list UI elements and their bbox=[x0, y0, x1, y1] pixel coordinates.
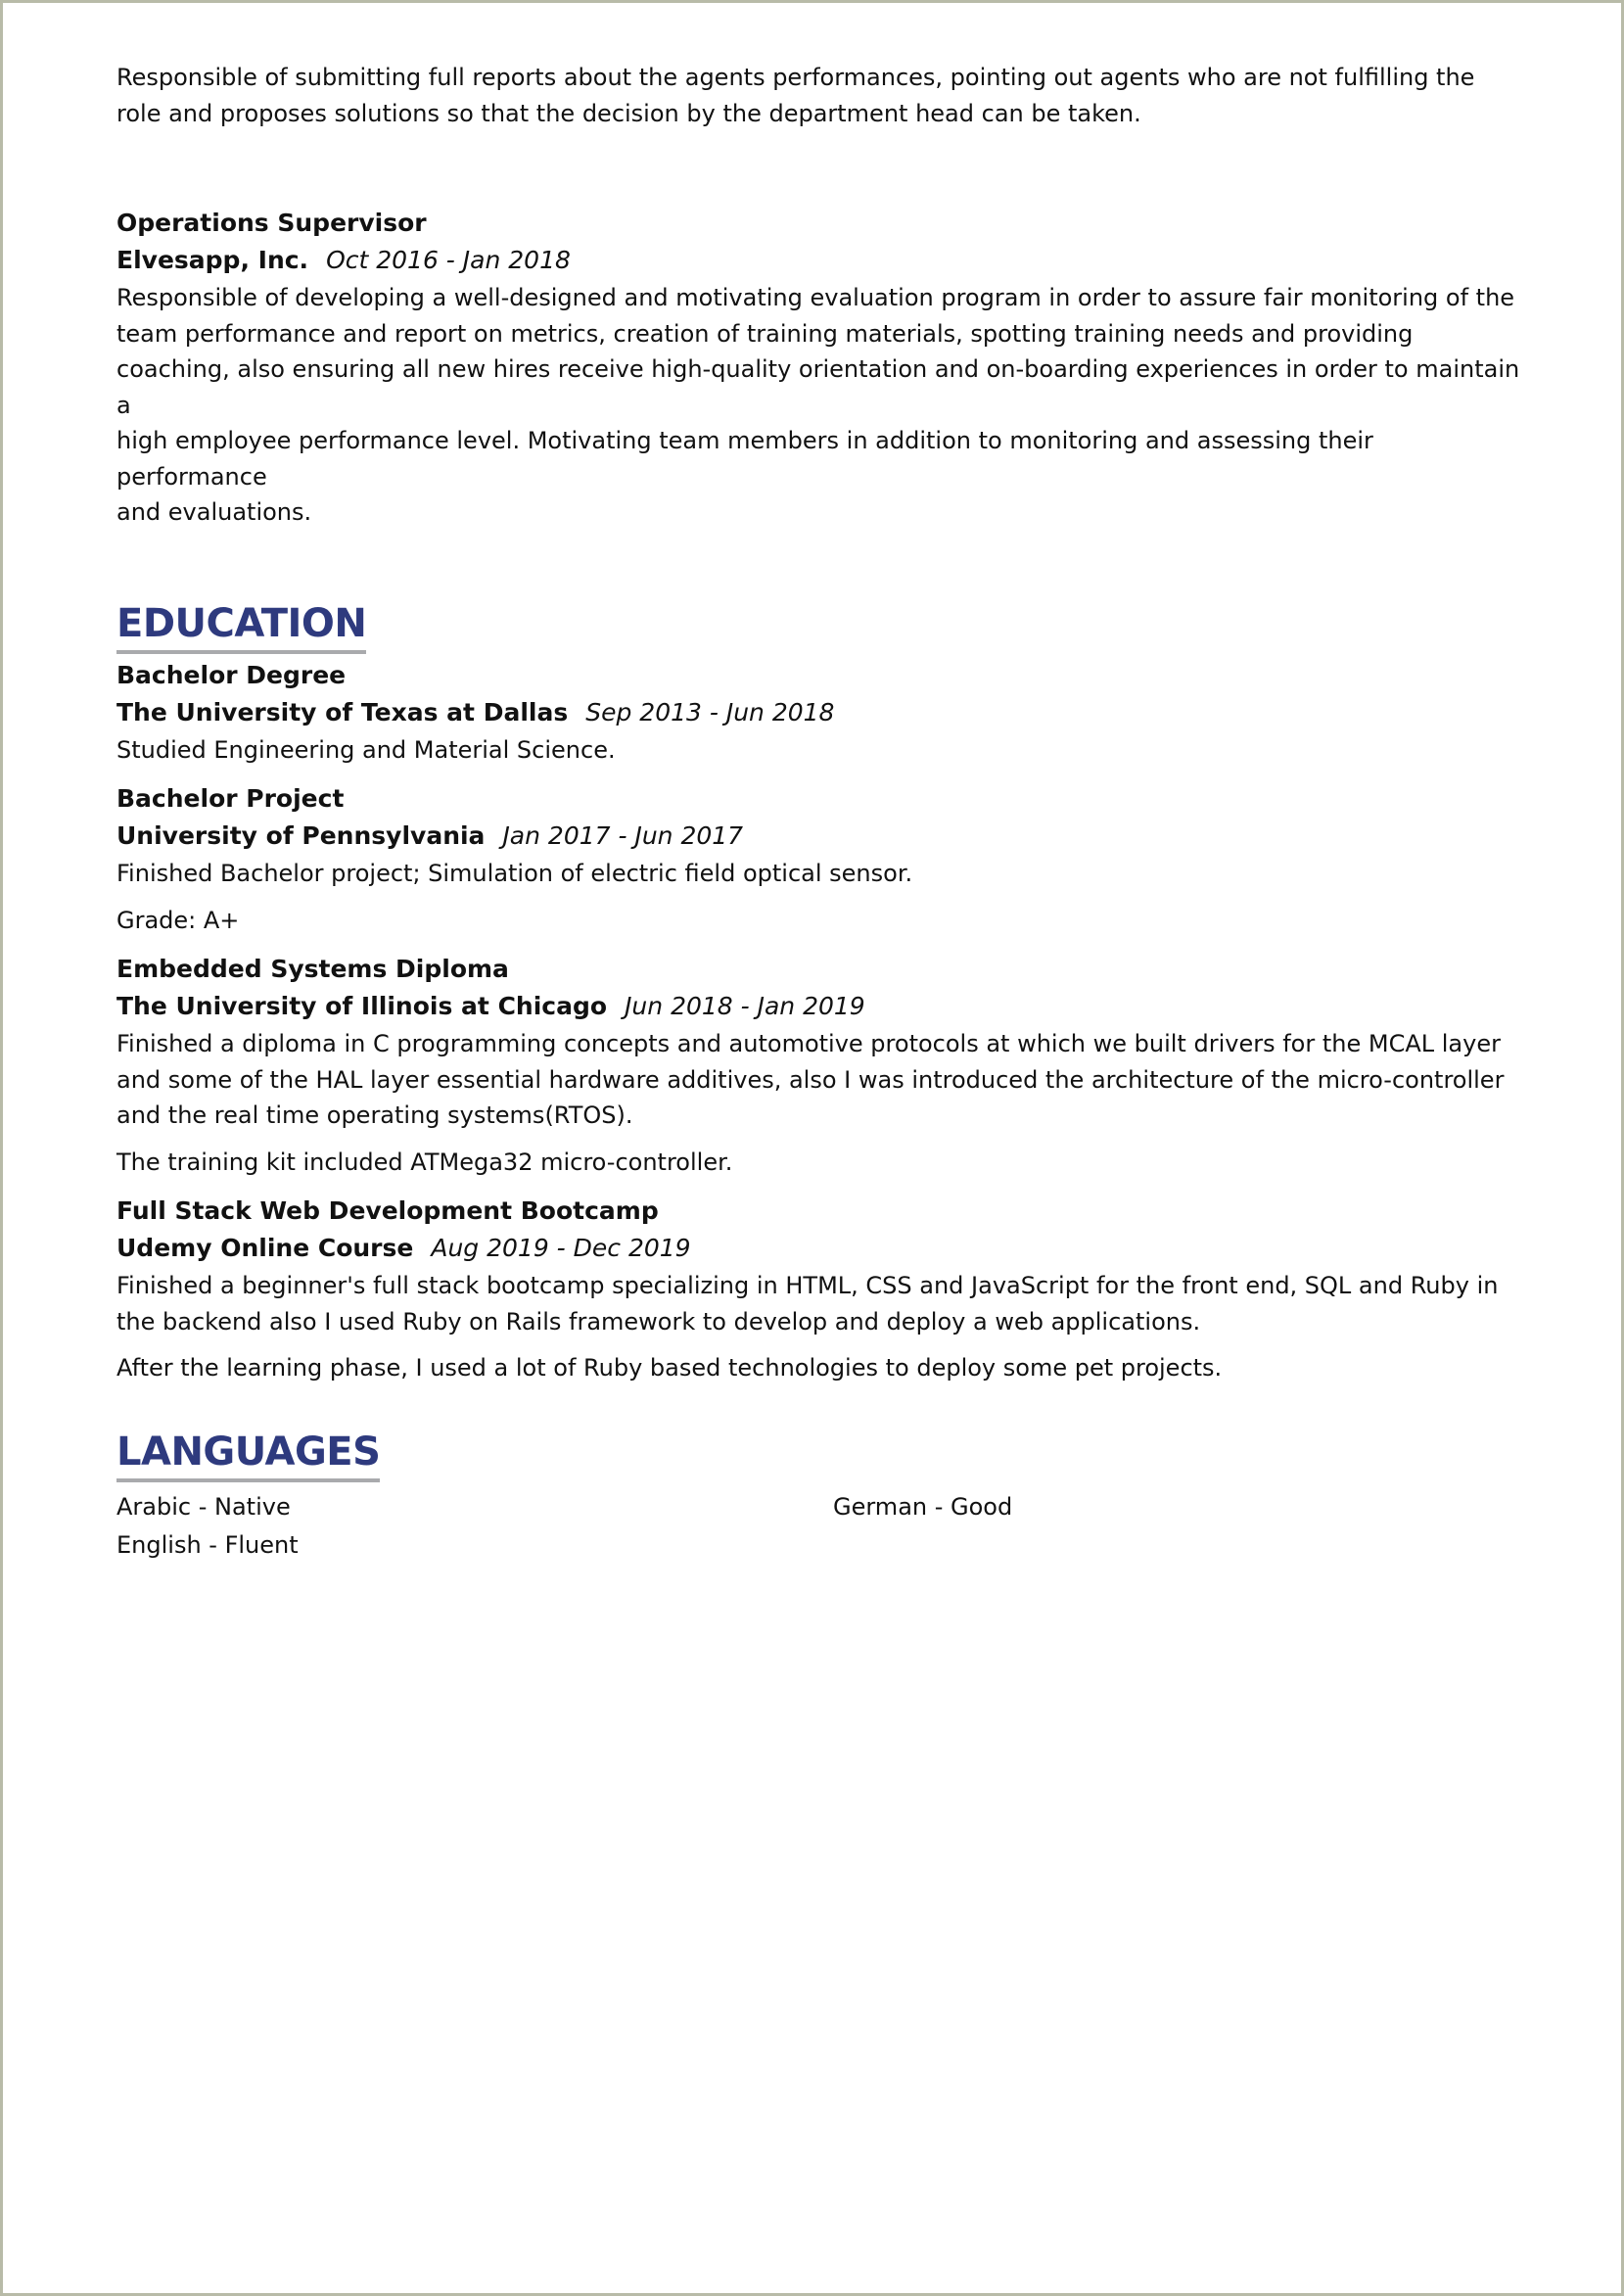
resume-content bbox=[116, 60, 1526, 1565]
education-detail: Studied Engineering and Material Science. bbox=[116, 735, 616, 764]
education-dates: Sep 2013 - Jun 2018 bbox=[585, 697, 835, 726]
job-description-line: high employee performance level. Motivating team members in addition to monitoring and assessing their performance bbox=[116, 427, 1373, 491]
education-dates: Jan 2017 - Jun 2017 bbox=[502, 821, 744, 850]
education-entry bbox=[116, 952, 1526, 1180]
education-title: Bachelor Degree bbox=[116, 660, 347, 689]
education-title: Bachelor Project bbox=[116, 784, 345, 813]
experience-description: Responsible of submitting full reports about the agents performances, pointing out agents who are not fulfilling the role and proposes solutions so that the decision by the department head can be taken. bbox=[116, 64, 1475, 127]
education-school: The University of Illinois at Chicago bbox=[116, 992, 608, 1020]
education-school-line bbox=[116, 1229, 1526, 1268]
education-title: Full Stack Web Development Bootcamp bbox=[116, 1196, 659, 1225]
job-description-line: and evaluations. bbox=[116, 498, 312, 526]
education-title: Embedded Systems Diploma bbox=[116, 955, 509, 983]
education-detail: Grade: A+ bbox=[116, 906, 240, 934]
education-school-line bbox=[116, 693, 1526, 732]
job-company: Elvesapp, Inc. bbox=[116, 246, 309, 274]
education-list bbox=[116, 658, 1526, 1386]
languages-heading: LANGUAGES bbox=[116, 1428, 380, 1482]
education-entry bbox=[116, 781, 1526, 938]
education-section bbox=[116, 599, 1526, 1386]
job-company-line bbox=[116, 241, 1526, 280]
education-detail: The training kit included ATMega32 micro-controller. bbox=[116, 1148, 733, 1176]
job-dates: Oct 2016 - Jan 2018 bbox=[326, 246, 571, 274]
language-item: Arabic - Native bbox=[116, 1492, 291, 1521]
languages-section bbox=[116, 1428, 1526, 1565]
job-description-line: coaching, also ensuring all new hires receive high-quality orientation and on-boarding experiences in order to maintain a bbox=[116, 355, 1520, 419]
job-title: Operations Supervisor bbox=[116, 209, 427, 237]
education-school-line bbox=[116, 817, 1526, 856]
education-detail: After the learning phase, I used a lot of Ruby based technologies to deploy some pet projects. bbox=[116, 1354, 1223, 1382]
education-school: Udemy Online Course bbox=[116, 1234, 414, 1262]
job-entry-operations-supervisor bbox=[116, 206, 1526, 531]
job-description-line: team performance and report on metrics, creation of training materials, spotting training needs and providing bbox=[116, 319, 1414, 348]
language-item: English - Fluent bbox=[116, 1530, 299, 1559]
language-item: German - Good bbox=[833, 1492, 1013, 1521]
education-school: The University of Texas at Dallas bbox=[116, 697, 569, 726]
education-school: University of Pennsylvania bbox=[116, 821, 486, 850]
education-detail: Finished Bachelor project; Simulation of electric field optical sensor. bbox=[116, 860, 913, 887]
education-dates: Aug 2019 - Dec 2019 bbox=[431, 1234, 691, 1262]
education-school-line bbox=[116, 987, 1526, 1026]
education-detail: Finished a diploma in C programming concepts and automotive protocols at which we built drivers for the MCAL layer and some of the HAL layer essential hardware additives, also I was introduced the architecture of the micro-controller and the real time operating systems(RTOS). bbox=[116, 1030, 1505, 1129]
education-entry bbox=[116, 658, 1526, 769]
job-description-line: Responsible of developing a well-designed and motivating evaluation program in order to assure fair monitoring of the bbox=[116, 284, 1515, 311]
education-detail: Finished a beginner's full stack bootcamp specializing in HTML, CSS and JavaScript for the front end, SQL and Ruby in the backend also I used Ruby on Rails framework to develop and deploy a web applications. bbox=[116, 1272, 1499, 1335]
education-entry bbox=[116, 1194, 1526, 1386]
education-heading: EDUCATION bbox=[116, 599, 366, 654]
job-description bbox=[116, 280, 1526, 531]
languages-list bbox=[116, 1488, 1526, 1565]
education-dates: Jun 2018 - Jan 2019 bbox=[625, 992, 865, 1020]
